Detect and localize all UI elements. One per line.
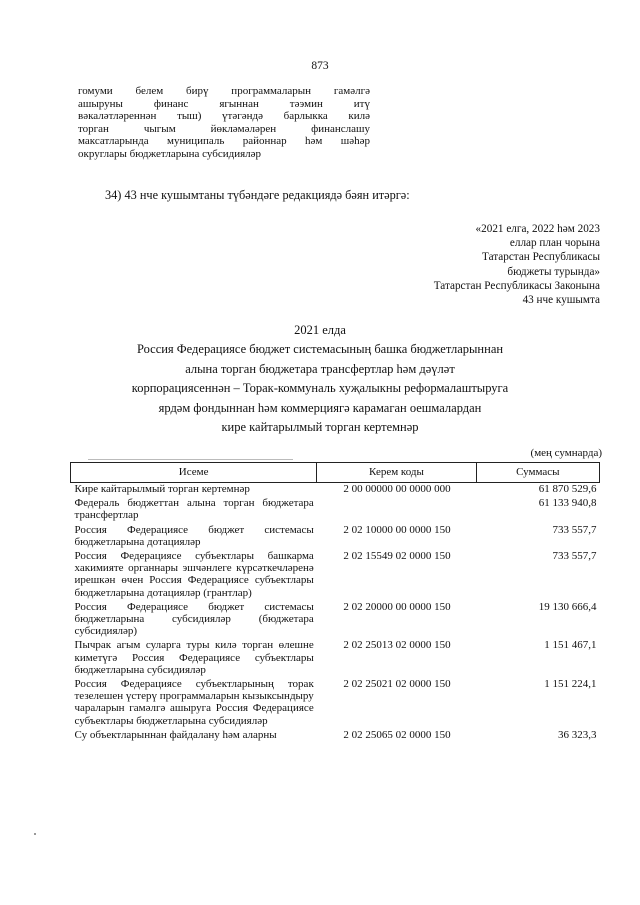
header-name: Исеме xyxy=(71,463,317,483)
intro-line: максатларында муниципаль районнар һәм шәһәр xyxy=(78,135,370,148)
row-code: 2 02 25065 02 0000 150 xyxy=(343,728,451,741)
law-reference-line: Татарстан Республикасы Законына xyxy=(433,279,600,292)
law-reference xyxy=(434,222,600,307)
row-amount: 61 133 940,8 xyxy=(538,497,597,510)
title-line: корпорациясеннән – Торак-коммуналь хуҗалыкны реформалаштыруга xyxy=(131,381,509,396)
table-row xyxy=(71,524,600,550)
unit-note: (мең сумнарда) xyxy=(530,447,602,459)
title-line: кире кайтарылмый торган кертемнәр xyxy=(221,420,419,435)
intro-paragraph xyxy=(78,85,370,161)
row-code: 2 02 15549 02 0000 150 xyxy=(343,550,451,563)
document-title xyxy=(0,340,640,438)
amendment-text: 34) 43 нче кушымтаны түбәндәге редакциядә бәян итәргә: xyxy=(105,188,410,202)
row-name: Россия Федерациясе бюджет системасы бюджетларына дотацияләр xyxy=(74,523,314,548)
intro-line: гомуми белем бирү программаларын гамәлгә xyxy=(78,85,370,97)
scan-artifact-line xyxy=(88,459,293,460)
row-amount: 733 557,7 xyxy=(552,523,597,536)
law-reference-line: бюджеты турында» xyxy=(507,265,600,278)
page-number: 873 xyxy=(311,60,329,72)
row-name: Россия Федерациясе субъектларының торак тезелешен үстерү программаларын кызыксындыру чараларын гамәлгә ашыруга Россия Федерациясе субъектлары бюджетларына субсидияләр xyxy=(74,678,314,727)
row-code: 2 02 25013 02 0000 150 xyxy=(343,639,451,652)
law-reference-line: «2021 елга, 2022 һәм 2023 xyxy=(475,223,600,235)
table-row xyxy=(71,639,600,678)
table-row xyxy=(71,729,600,743)
row-amount: 1 151 224,1 xyxy=(544,678,597,691)
row-amount: 61 870 529,6 xyxy=(538,483,597,495)
scan-artifact-dot xyxy=(34,833,36,835)
row-amount: 733 557,7 xyxy=(552,550,597,563)
table-row xyxy=(71,678,600,729)
row-name: Су объектларыннан файдалану һәм аларны xyxy=(74,728,277,741)
law-reference-line: Татарстан Республикасы xyxy=(482,251,600,264)
row-code: 2 02 25021 02 0000 150 xyxy=(343,678,451,691)
table-header-row xyxy=(71,463,600,483)
row-amount: 36 323,3 xyxy=(558,728,597,741)
table-row xyxy=(71,497,600,523)
title-line: Россия Федерациясе бюджет системасының башка бюджетларыннан xyxy=(136,342,504,356)
year-heading: 2021 елда xyxy=(294,323,346,337)
row-code: 2 02 20000 00 0000 150 xyxy=(343,600,451,613)
row-name: Пычрак агым суларга туры килә торган өлешне киметүгә Россия Федерациясе субъектлары бюджетларына субсидияләр xyxy=(74,639,314,676)
row-name: Федераль бюджеттан алына торган бюджетара трансфертлар xyxy=(74,497,314,522)
row-code: 2 00 00000 00 0000 000 xyxy=(343,483,451,495)
row-name: Россия Федерациясе субъектлары башкарма хакимияте органнары эшчәнлеге күрсәткечләренә ирешкән өчен Россия Федерациясе субъектлары бюджетларына дотацияләр (грантлар) xyxy=(74,550,314,599)
table-row xyxy=(71,550,600,601)
intro-line: ашыруны финанс ягыннан тәэмин итү xyxy=(78,97,370,110)
table-row xyxy=(71,483,600,498)
intro-line: округлары бюджетларына субсидияләр xyxy=(78,147,262,160)
row-name: Россия Федерациясе бюджет системасы бюджетларына субсидияләр (бюджетара субсидияләр) xyxy=(74,600,314,638)
row-amount: 19 130 666,4 xyxy=(538,600,597,613)
law-reference-line: еллар план чорына xyxy=(509,237,600,250)
title-line: алына торган бюджетара трансфертлар һәм дәүләт xyxy=(185,361,455,376)
header-code: Керем коды xyxy=(317,463,476,483)
revenue-table xyxy=(70,462,600,743)
intro-line: вәкаләтләреннән тыш) үтәгәндә барлыкка килә xyxy=(78,110,370,123)
title-line: ярдәм фондыннан һәм коммерциягә карамаган оешмалардан xyxy=(158,400,482,415)
table-row xyxy=(71,601,600,640)
row-code xyxy=(317,497,476,523)
intro-line: торган чыгым йөкләмәләрен финанслашу xyxy=(78,122,370,135)
row-code: 2 02 10000 00 0000 150 xyxy=(343,523,451,536)
row-amount: 1 151 467,1 xyxy=(544,639,597,652)
row-name: Кире кайтарылмый торган кертемнәр xyxy=(74,483,250,495)
law-reference-line: 43 нче кушымта xyxy=(522,294,600,307)
header-amount: Суммасы xyxy=(476,463,599,483)
